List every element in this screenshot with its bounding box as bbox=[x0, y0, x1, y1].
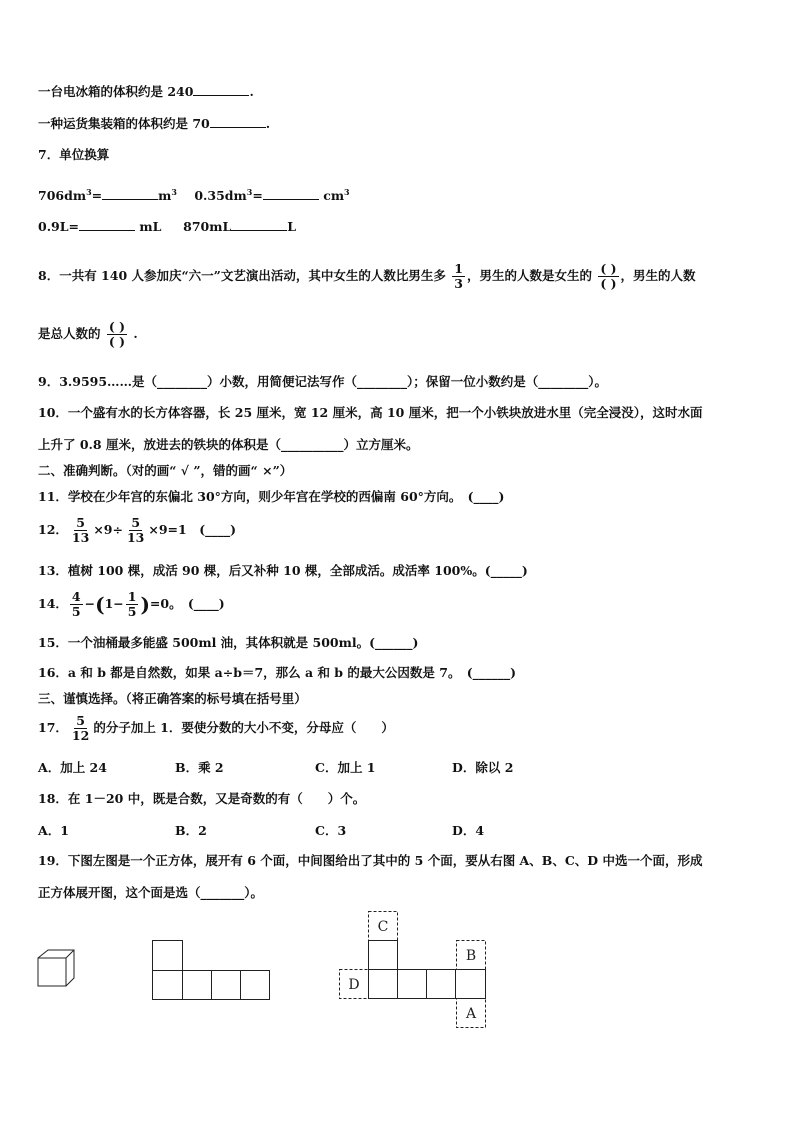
base-face bbox=[369, 941, 398, 970]
base-face bbox=[398, 970, 427, 999]
fraction-4-5: $\frac{4}{5}$ bbox=[71, 589, 81, 619]
answer-blank[interactable] bbox=[231, 230, 287, 231]
q17-option-a[interactable]: A．加上 24 bbox=[38, 760, 107, 775]
label-d: D bbox=[348, 977, 360, 993]
answer-blank[interactable] bbox=[102, 199, 158, 200]
cube-edge bbox=[66, 950, 74, 958]
q8-line1: 8．一共有 140 人参加庆“六一”文艺演出活动，其中女生的人数比男生多 $\frac{1}{3}$ ，男生的人数是女生的 $\frac{( )}{( )}$ ，男生的人数 bbox=[38, 261, 696, 291]
q11: 11．学校在少年宫的东偏北 30°方向，则少年宫在学校的西偏南 60°方向。 (____) bbox=[38, 489, 505, 504]
net-face bbox=[153, 971, 183, 1000]
fraction-1-5: $\frac{1}{5}$ bbox=[127, 589, 137, 619]
q18-option-c[interactable]: C．3 bbox=[315, 823, 347, 838]
answer-blank[interactable] bbox=[79, 230, 135, 231]
section-2-heading: 二、准确判断。（对的画“ √ ”，错的画“ ×”） bbox=[38, 463, 293, 478]
q10-line1: 10．一个盛有水的长方体容器，长 25 厘米，宽 12 厘米，高 10 厘米，把一个小铁块放进水里（完全浸没），这时水面 bbox=[38, 405, 703, 420]
cube-figure bbox=[36, 948, 78, 990]
answer-blank[interactable] bbox=[263, 199, 319, 200]
fraction-one-third: $\frac{1}{3}$ bbox=[454, 261, 463, 291]
label-b: B bbox=[465, 948, 477, 964]
container-line: 一种运货集装箱的体积约是 70 . bbox=[38, 116, 271, 131]
q14: 14． $\frac{4}{5}$ −(1− $\frac{1}{5}$ )=0。 (____) bbox=[38, 589, 225, 619]
net-face bbox=[153, 941, 183, 971]
q17-option-b[interactable]: B．乘 2 bbox=[175, 760, 224, 775]
net-face bbox=[241, 971, 270, 1000]
q18: 18．在 1－20 中，既是合数，又是奇数的有（ ）个。 bbox=[38, 791, 366, 806]
q7-title: 7．单位换算 bbox=[38, 147, 110, 162]
net-face bbox=[212, 971, 241, 1000]
q7-row1: $706dm^3= m^3$ $0.35dm^3= cm^3$ bbox=[38, 187, 350, 204]
q18-option-a[interactable]: A．1 bbox=[38, 823, 69, 838]
q13: 13．植树 100 棵，成活 90 棵，后又补种 10 棵，全部成活。成活率 100%。(_____) bbox=[38, 563, 528, 578]
answer-blank[interactable] bbox=[193, 95, 249, 96]
q17: 17． $\frac{5}{12}$ 的分子加上 1．要使分数的大小不变，分母应（ ） bbox=[38, 713, 394, 743]
q10-line2: 上升了 0.8 厘米，放进去的铁块的体积是（__________）立方厘米。 bbox=[38, 437, 419, 452]
q18-option-b[interactable]: B．2 bbox=[175, 823, 207, 838]
q18-option-d[interactable]: D．4 bbox=[452, 823, 485, 838]
q15: 15．一个油桶最多能盛 500ml 油，其体积就是 500ml。(______) bbox=[38, 635, 419, 650]
fraction-blank[interactable]: $\frac{( )}{( )}$ bbox=[108, 319, 126, 349]
q9: 9．3.9595……是（________）小数，用简便记法写作（________）；保留一位小数约是（________）。 bbox=[38, 374, 608, 389]
answer-blank[interactable] bbox=[210, 127, 266, 128]
base-face bbox=[369, 970, 398, 999]
label-a: A bbox=[465, 1006, 477, 1022]
q19-line1: 19．下图左图是一个正方体，展开有 6 个面，中间图给出了其中的 5 个面，要从右图 A、B、C、D 中选一个面，形成 bbox=[38, 853, 703, 868]
fraction-5-12: $\frac{5}{12}$ bbox=[71, 713, 90, 743]
option-net-figure bbox=[336, 908, 492, 1032]
fridge-line: 一台电冰箱的体积约是 240 . bbox=[38, 84, 254, 99]
fraction-5-13: $\frac{5}{13}$ bbox=[71, 515, 90, 545]
cube-front-face bbox=[38, 958, 66, 986]
partial-net-figure bbox=[150, 938, 274, 1002]
base-face bbox=[456, 970, 486, 999]
q8-line2: 是总人数的 $\frac{( )}{( )}$ . bbox=[38, 319, 138, 349]
net-face bbox=[183, 971, 212, 1000]
section-3-heading: 三、谨慎选择。（将正确答案的标号填在括号里） bbox=[38, 691, 307, 706]
q17-option-c[interactable]: C．加上 1 bbox=[315, 760, 376, 775]
label-c: C bbox=[377, 919, 389, 935]
q12: 12． $\frac{5}{13}$ ×9÷ $\frac{5}{13}$ ×9=1 (____) bbox=[38, 515, 237, 545]
q7-row2: 0.9L= mL 870mL L bbox=[38, 219, 297, 234]
q16: 16．a 和 b 都是自然数，如果 a÷b＝7，那么 a 和 b 的最大公因数是 7。 (______) bbox=[38, 665, 517, 680]
q19-line2: 正方体展开图，这个面是选（_______）。 bbox=[38, 885, 264, 900]
fraction-5-13: $\frac{5}{13}$ bbox=[126, 515, 145, 545]
base-face bbox=[427, 970, 456, 999]
q17-option-d[interactable]: D．除以 2 bbox=[452, 760, 514, 775]
fraction-blank[interactable]: $\frac{( )}{( )}$ bbox=[600, 261, 617, 291]
